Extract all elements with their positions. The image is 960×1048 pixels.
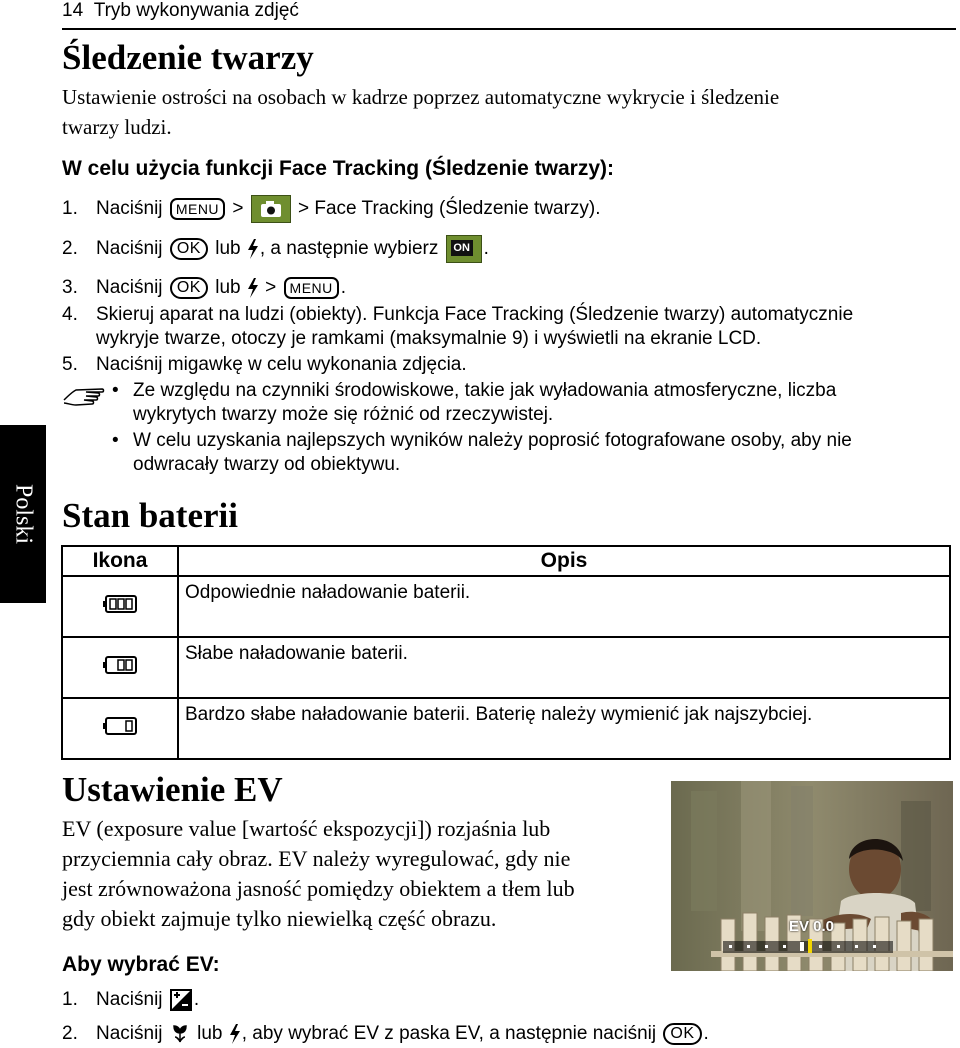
note-line-1: Ze względu na czynniki środowiskowe, takie jak wyładowania atmosferyczne, liczba <box>133 380 837 401</box>
battery-icon-cell <box>62 637 178 698</box>
camera-mode-icon <box>251 195 291 223</box>
bullet-dot: • <box>112 380 119 401</box>
step-number: 1. <box>62 989 78 1010</box>
step-text-end: > Face Tracking (Śledzenie twarzy). <box>298 198 601 220</box>
table-header-row <box>62 546 950 576</box>
step-text: Naciśnij <box>96 277 163 298</box>
step-3 <box>62 276 346 300</box>
step-4 <box>62 303 853 351</box>
step-5 <box>62 353 467 377</box>
note-item <box>112 429 852 477</box>
on-option-icon <box>446 235 482 263</box>
ev-howto-title: Aby wybrać EV: <box>62 953 220 976</box>
battery-icon-cell <box>62 698 178 759</box>
intro-line-2: twarzy ludzi. <box>62 115 172 139</box>
step-1 <box>62 195 601 223</box>
step-text: Naciśnij migawkę w celu wykonania zdjęcia. <box>96 354 467 375</box>
face-tracking-title: Śledzenie twarzy <box>62 38 314 77</box>
battery-table <box>61 545 951 760</box>
ev-description <box>62 814 575 934</box>
step-number: 3. <box>62 277 78 298</box>
step-text: Naciśnij <box>96 989 163 1010</box>
table-row <box>62 698 950 759</box>
face-tracking-howto-title: W celu użycia funkcji Face Tracking (Śledzenie twarzy): <box>62 157 614 180</box>
ok-button-icon: OK <box>170 238 208 260</box>
step-separator: > <box>265 277 277 298</box>
column-header-description: Opis <box>178 546 950 576</box>
battery-full-icon <box>103 594 137 614</box>
flash-icon <box>247 278 259 298</box>
flash-icon <box>247 239 259 259</box>
note-hand-icon <box>62 384 106 410</box>
page-header <box>62 0 956 30</box>
step-text: Naciśnij <box>96 1023 163 1044</box>
menu-button-icon: MENU <box>284 277 339 299</box>
ev-title: Ustawienie EV <box>62 770 283 809</box>
on-label: ON <box>451 240 473 256</box>
ev-para-line: gdy obiekt zajmuje tylko niewielką część obrazu. <box>62 906 497 931</box>
header-text <box>62 0 299 22</box>
step-text: Naciśnij <box>96 198 163 220</box>
macro-tulip-icon <box>172 1024 188 1044</box>
battery-low-icon <box>103 716 137 736</box>
language-tab-label: Polski <box>10 483 37 545</box>
exposure-compensation-icon <box>170 989 192 1011</box>
ok-button-icon: OK <box>663 1023 701 1045</box>
step-number: 2. <box>62 1023 78 1044</box>
ev-overlay-label: EV 0.0 <box>789 918 835 935</box>
battery-description: Odpowiednie naładowanie baterii. <box>178 576 950 637</box>
step-text: Naciśnij <box>96 238 163 260</box>
battery-title: Stan baterii <box>62 496 238 535</box>
section-title: Tryb wykonywania zdjęć <box>93 0 299 21</box>
battery-description: Bardzo słabe naładowanie baterii. Baterię należy wymienić jak najszybciej. <box>178 698 950 759</box>
step-separator: > <box>232 198 244 220</box>
ev-para-line: jest zrównoważona jasność pomiędzy obiektem a tłem lub <box>62 876 575 901</box>
step-text-end: . <box>703 1023 709 1044</box>
battery-half-icon <box>103 655 137 675</box>
step-text-mid: , a następnie wybierz <box>259 238 439 260</box>
note-line-2: wykrytych twarzy może się różnić od rzeczywistej. <box>133 404 554 425</box>
step-2 <box>62 235 489 263</box>
ok-button-icon: OK <box>170 277 208 299</box>
step-text-end: . <box>483 238 489 260</box>
column-header-icon: Ikona <box>62 546 178 576</box>
battery-icon-cell <box>62 576 178 637</box>
page-number: 14 <box>62 0 84 21</box>
table-row <box>62 637 950 698</box>
photo-illustration <box>671 781 953 971</box>
step-number: 1. <box>62 198 78 220</box>
step-text-lub: lub <box>215 238 241 260</box>
step-text-mid: , aby wybrać EV z paska EV, a następnie naciśnij <box>241 1023 657 1044</box>
flash-icon <box>229 1024 241 1044</box>
ev-step-1 <box>62 988 199 1012</box>
step-text-line-1: Skieruj aparat na ludzi (obiekty). Funkcja Face Tracking (Śledzenie twarzy) automatycznie <box>96 304 854 325</box>
ev-scale-bar <box>723 939 893 953</box>
step-text-end: . <box>193 989 200 1010</box>
step-text-lub: lub <box>215 277 241 298</box>
language-tab <box>0 425 46 603</box>
ev-para-line: przyciemnia cały obraz. EV należy wyregulować, gdy nie <box>62 846 571 871</box>
note-line-2: odwracały twarzy od obiektywu. <box>133 454 401 475</box>
table-row <box>62 576 950 637</box>
note-line-1: W celu uzyskania najlepszych wyników należy poprosić fotografowane osoby, aby nie <box>133 430 852 451</box>
ev-step-2 <box>62 1022 709 1046</box>
bullet-dot: • <box>112 430 119 451</box>
ev-example-photo <box>671 781 953 971</box>
step-text-lub: lub <box>197 1023 223 1044</box>
step-number: 5. <box>62 354 78 375</box>
menu-button-icon: MENU <box>170 198 225 220</box>
battery-description: Słabe naładowanie baterii. <box>178 637 950 698</box>
step-number: 4. <box>62 304 78 325</box>
step-number: 2. <box>62 238 78 260</box>
note-item <box>112 379 836 427</box>
ev-para-line: EV (exposure value [wartość ekspozycji]) rozjaśnia lub <box>62 816 551 841</box>
intro-line-1: Ustawienie ostrości na osobach w kadrze poprzez automatyczne wykrycie i śledzenie <box>62 85 780 109</box>
step-text-end: . <box>340 277 347 298</box>
step-text-line-2: wykryje twarze, otoczy je ramkami (maksymalnie 9) i wyświetli na ekranie LCD. <box>96 328 762 349</box>
face-tracking-intro <box>62 82 779 142</box>
